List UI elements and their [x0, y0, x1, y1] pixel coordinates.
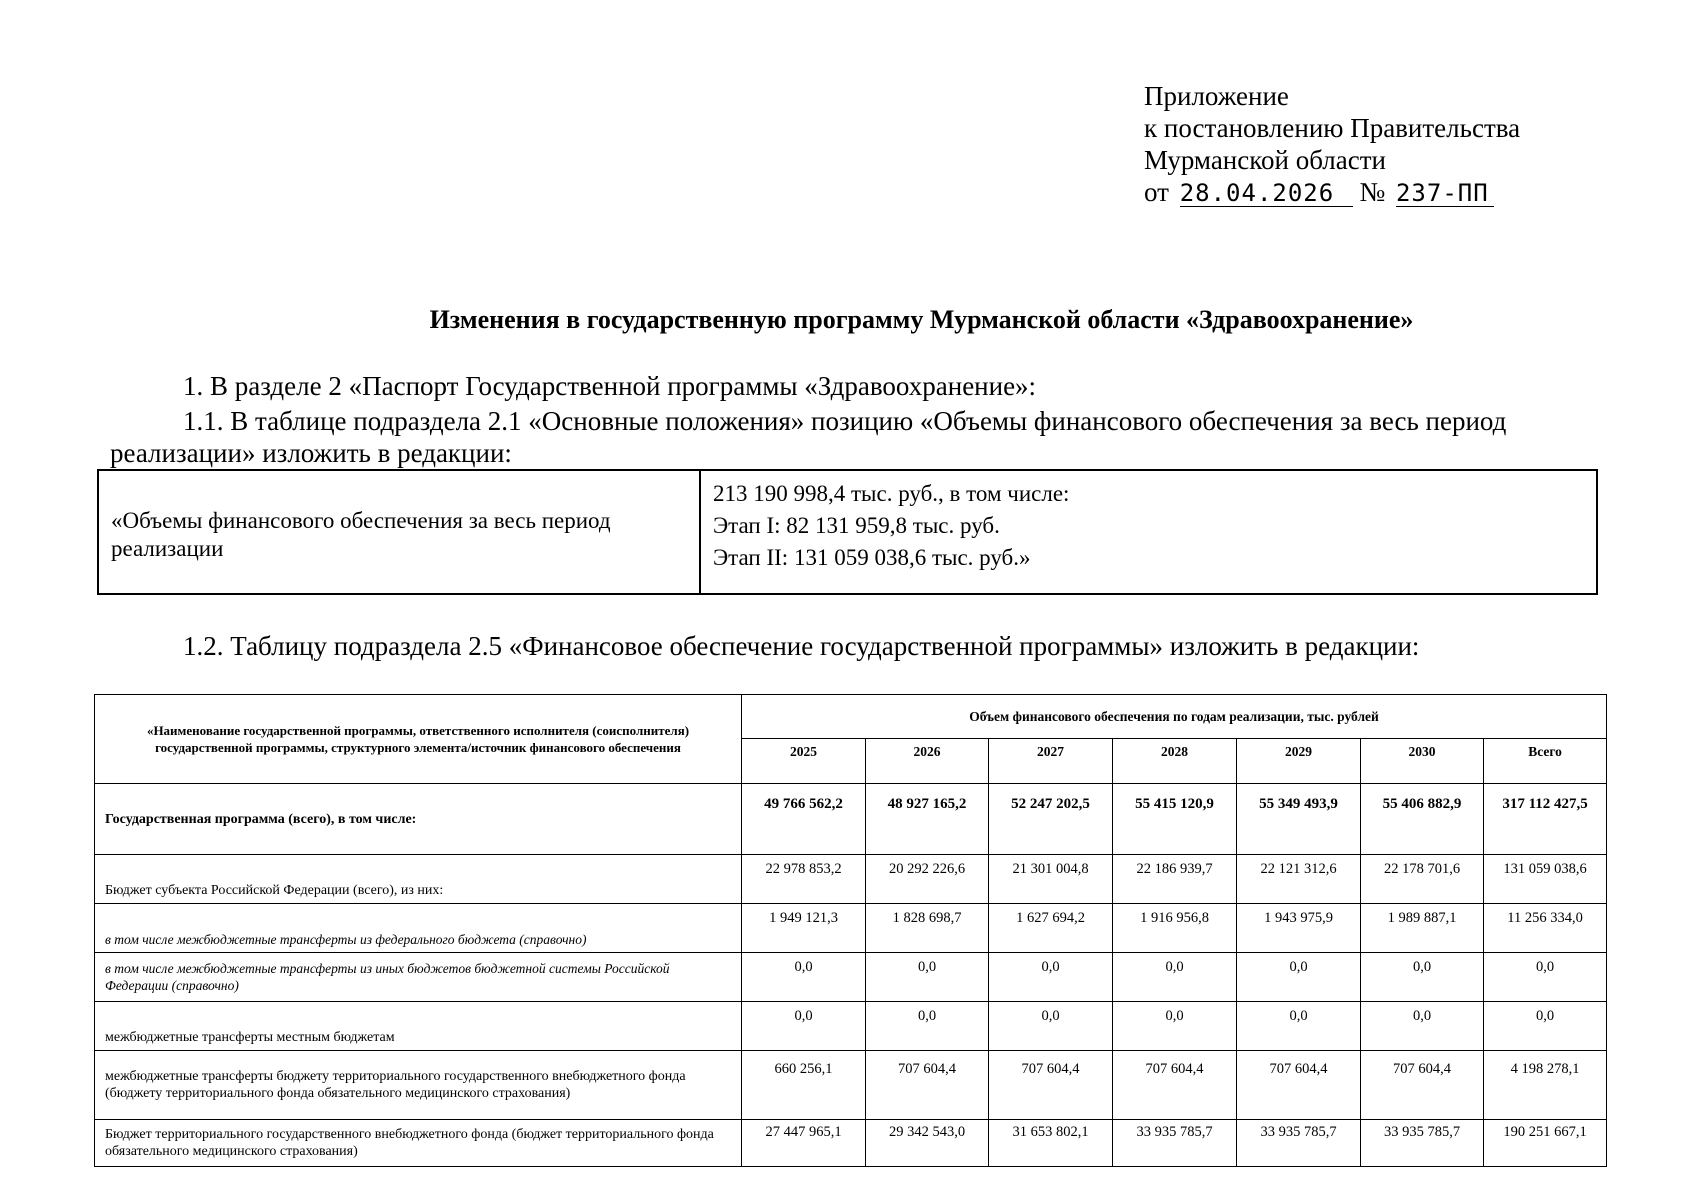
cell-value: 22 186 939,7 [1113, 855, 1237, 904]
cell-value: 0,0 [1484, 953, 1607, 1002]
funding-summary-table [97, 469, 1598, 595]
cell-value: 0,0 [866, 953, 989, 1002]
table-header-volume: Объем финансового обеспечения по годам реализации, тыс. рублей [742, 695, 1607, 739]
funding-stage-2: Этап II: 131 059 038,6 тыс. руб.» [713, 545, 1031, 570]
table-row [95, 953, 1607, 1002]
document-title: Изменения в государственную программу Мурманской области «Здравоохранение» [429, 305, 1414, 334]
cell-value: 1 916 956,8 [1113, 904, 1237, 953]
year-header: 2030 [1361, 739, 1484, 784]
cell-value: 0,0 [1237, 953, 1361, 1002]
cell-value: 0,0 [989, 953, 1113, 1002]
cell-value: 1 627 694,2 [989, 904, 1113, 953]
paragraph-1-2: 1.2. Таблицу подраздела 2.5 «Финансовое обеспечение государственной программы» изложить в редакции: [183, 631, 1420, 661]
table-row [95, 855, 1607, 904]
appendix-line-1: Приложение [1144, 81, 1289, 111]
row-name: межбюджетные трансферты местным бюджетам [95, 1002, 742, 1051]
resolution-date: 28.04.2026 [1180, 180, 1353, 207]
funding-summary-label: «Объемы финансового обеспечения за весь период реализации [99, 471, 701, 593]
cell-value: 707 604,4 [989, 1051, 1113, 1120]
cell-value: 33 935 785,7 [1237, 1120, 1361, 1167]
number-label: № [1359, 177, 1386, 207]
total-header: Всего [1484, 739, 1607, 784]
appendix-header [1144, 80, 1520, 208]
table-row [95, 1120, 1607, 1167]
cell-value: 22 978 853,2 [742, 855, 866, 904]
cell-value: 55 406 882,9 [1361, 784, 1484, 855]
row-name: межбюджетные трансферты бюджету территориального государственного внебюджетного фонда (бюджету территориального фонда обязательного медицинского страхования) [95, 1051, 742, 1120]
from-label: от [1144, 177, 1169, 207]
cell-value: 1 828 698,7 [866, 904, 989, 953]
cell-value: 317 112 427,5 [1484, 784, 1607, 855]
cell-value: 29 342 543,0 [866, 1120, 989, 1167]
row-name: в том числе межбюджетные трансферты из иных бюджетов бюджетной системы Российской Федерации (справочно) [95, 953, 742, 1002]
year-header: 2029 [1237, 739, 1361, 784]
year-header: 2025 [742, 739, 866, 784]
cell-value: 0,0 [1361, 1002, 1484, 1051]
cell-value: 707 604,4 [1237, 1051, 1361, 1120]
cell-value: 0,0 [1361, 953, 1484, 1002]
cell-value: 0,0 [1237, 1002, 1361, 1051]
cell-value: 33 935 785,7 [1113, 1120, 1237, 1167]
table-row [95, 1002, 1607, 1051]
row-name: в том числе межбюджетные трансферты из федерального бюджета (справочно) [95, 904, 742, 953]
cell-value: 0,0 [866, 1002, 989, 1051]
cell-value: 22 121 312,6 [1237, 855, 1361, 904]
cell-value: 55 349 493,9 [1237, 784, 1361, 855]
cell-value: 33 935 785,7 [1361, 1120, 1484, 1167]
cell-value: 27 447 965,1 [742, 1120, 866, 1167]
cell-value: 49 766 562,2 [742, 784, 866, 855]
cell-value: 22 178 701,6 [1361, 855, 1484, 904]
year-header: 2028 [1113, 739, 1237, 784]
cell-value: 131 059 038,6 [1484, 855, 1607, 904]
cell-value: 0,0 [1484, 1002, 1607, 1051]
cell-value: 52 247 202,5 [989, 784, 1113, 855]
cell-value: 0,0 [742, 953, 866, 1002]
paragraph-1-1-line-1: 1.1. В таблице подраздела 2.1 «Основные положения» позицию «Объемы финансового обеспечения за весь период [183, 406, 1507, 436]
funding-stage-1: Этап I: 82 131 959,8 тыс. руб. [713, 513, 1000, 538]
year-header: 2027 [989, 739, 1113, 784]
cell-value: 0,0 [1113, 1002, 1237, 1051]
cell-value: 0,0 [989, 1002, 1113, 1051]
table-row [95, 904, 1607, 953]
table-row [95, 1051, 1607, 1120]
cell-value: 190 251 667,1 [1484, 1120, 1607, 1167]
cell-value: 707 604,4 [1113, 1051, 1237, 1120]
paragraph-1: 1. В разделе 2 «Паспорт Государственной программы «Здравоохранение»: [183, 371, 1037, 401]
appendix-date-line [1144, 176, 1520, 208]
cell-value: 660 256,1 [742, 1051, 866, 1120]
table-header-name: «Наименование государственной программы, ответственного исполнителя (соисполнителя) государственной программы, структурного элемента/источник финансового обеспечения [95, 695, 742, 784]
cell-value: 48 927 165,2 [866, 784, 989, 855]
cell-value: 0,0 [742, 1002, 866, 1051]
cell-value: 4 198 278,1 [1484, 1051, 1607, 1120]
row-name: Бюджет территориального государственного внебюджетного фонда (бюджет территориального фонда обязательного медицинского страхования) [95, 1120, 742, 1167]
cell-value: 707 604,4 [866, 1051, 989, 1120]
cell-value: 1 949 121,3 [742, 904, 866, 953]
cell-value: 1 989 887,1 [1361, 904, 1484, 953]
cell-value: 0,0 [1113, 953, 1237, 1002]
resolution-number: 237-ПП [1396, 180, 1494, 207]
year-header: 2026 [866, 739, 989, 784]
appendix-line-3: Мурманской области [1144, 145, 1386, 175]
funding-total: 213 190 998,4 тыс. руб., в том числе: [713, 481, 1070, 506]
cell-value: 21 301 004,8 [989, 855, 1113, 904]
paragraph-1-1-line-2: реализации» изложить в редакции: [110, 438, 512, 468]
cell-value: 20 292 226,6 [866, 855, 989, 904]
row-name: Государственная программа (всего), в том числе: [95, 784, 742, 855]
row-name: Бюджет субъекта Российской Федерации (всего), из них: [95, 855, 742, 904]
funding-summary-value [701, 471, 1596, 593]
table-row [95, 784, 1607, 855]
cell-value: 31 653 802,1 [989, 1120, 1113, 1167]
cell-value: 11 256 334,0 [1484, 904, 1607, 953]
cell-value: 1 943 975,9 [1237, 904, 1361, 953]
financial-support-table [94, 694, 1607, 1167]
cell-value: 707 604,4 [1361, 1051, 1484, 1120]
appendix-line-2: к постановлению Правительства [1144, 113, 1521, 143]
cell-value: 55 415 120,9 [1113, 784, 1237, 855]
